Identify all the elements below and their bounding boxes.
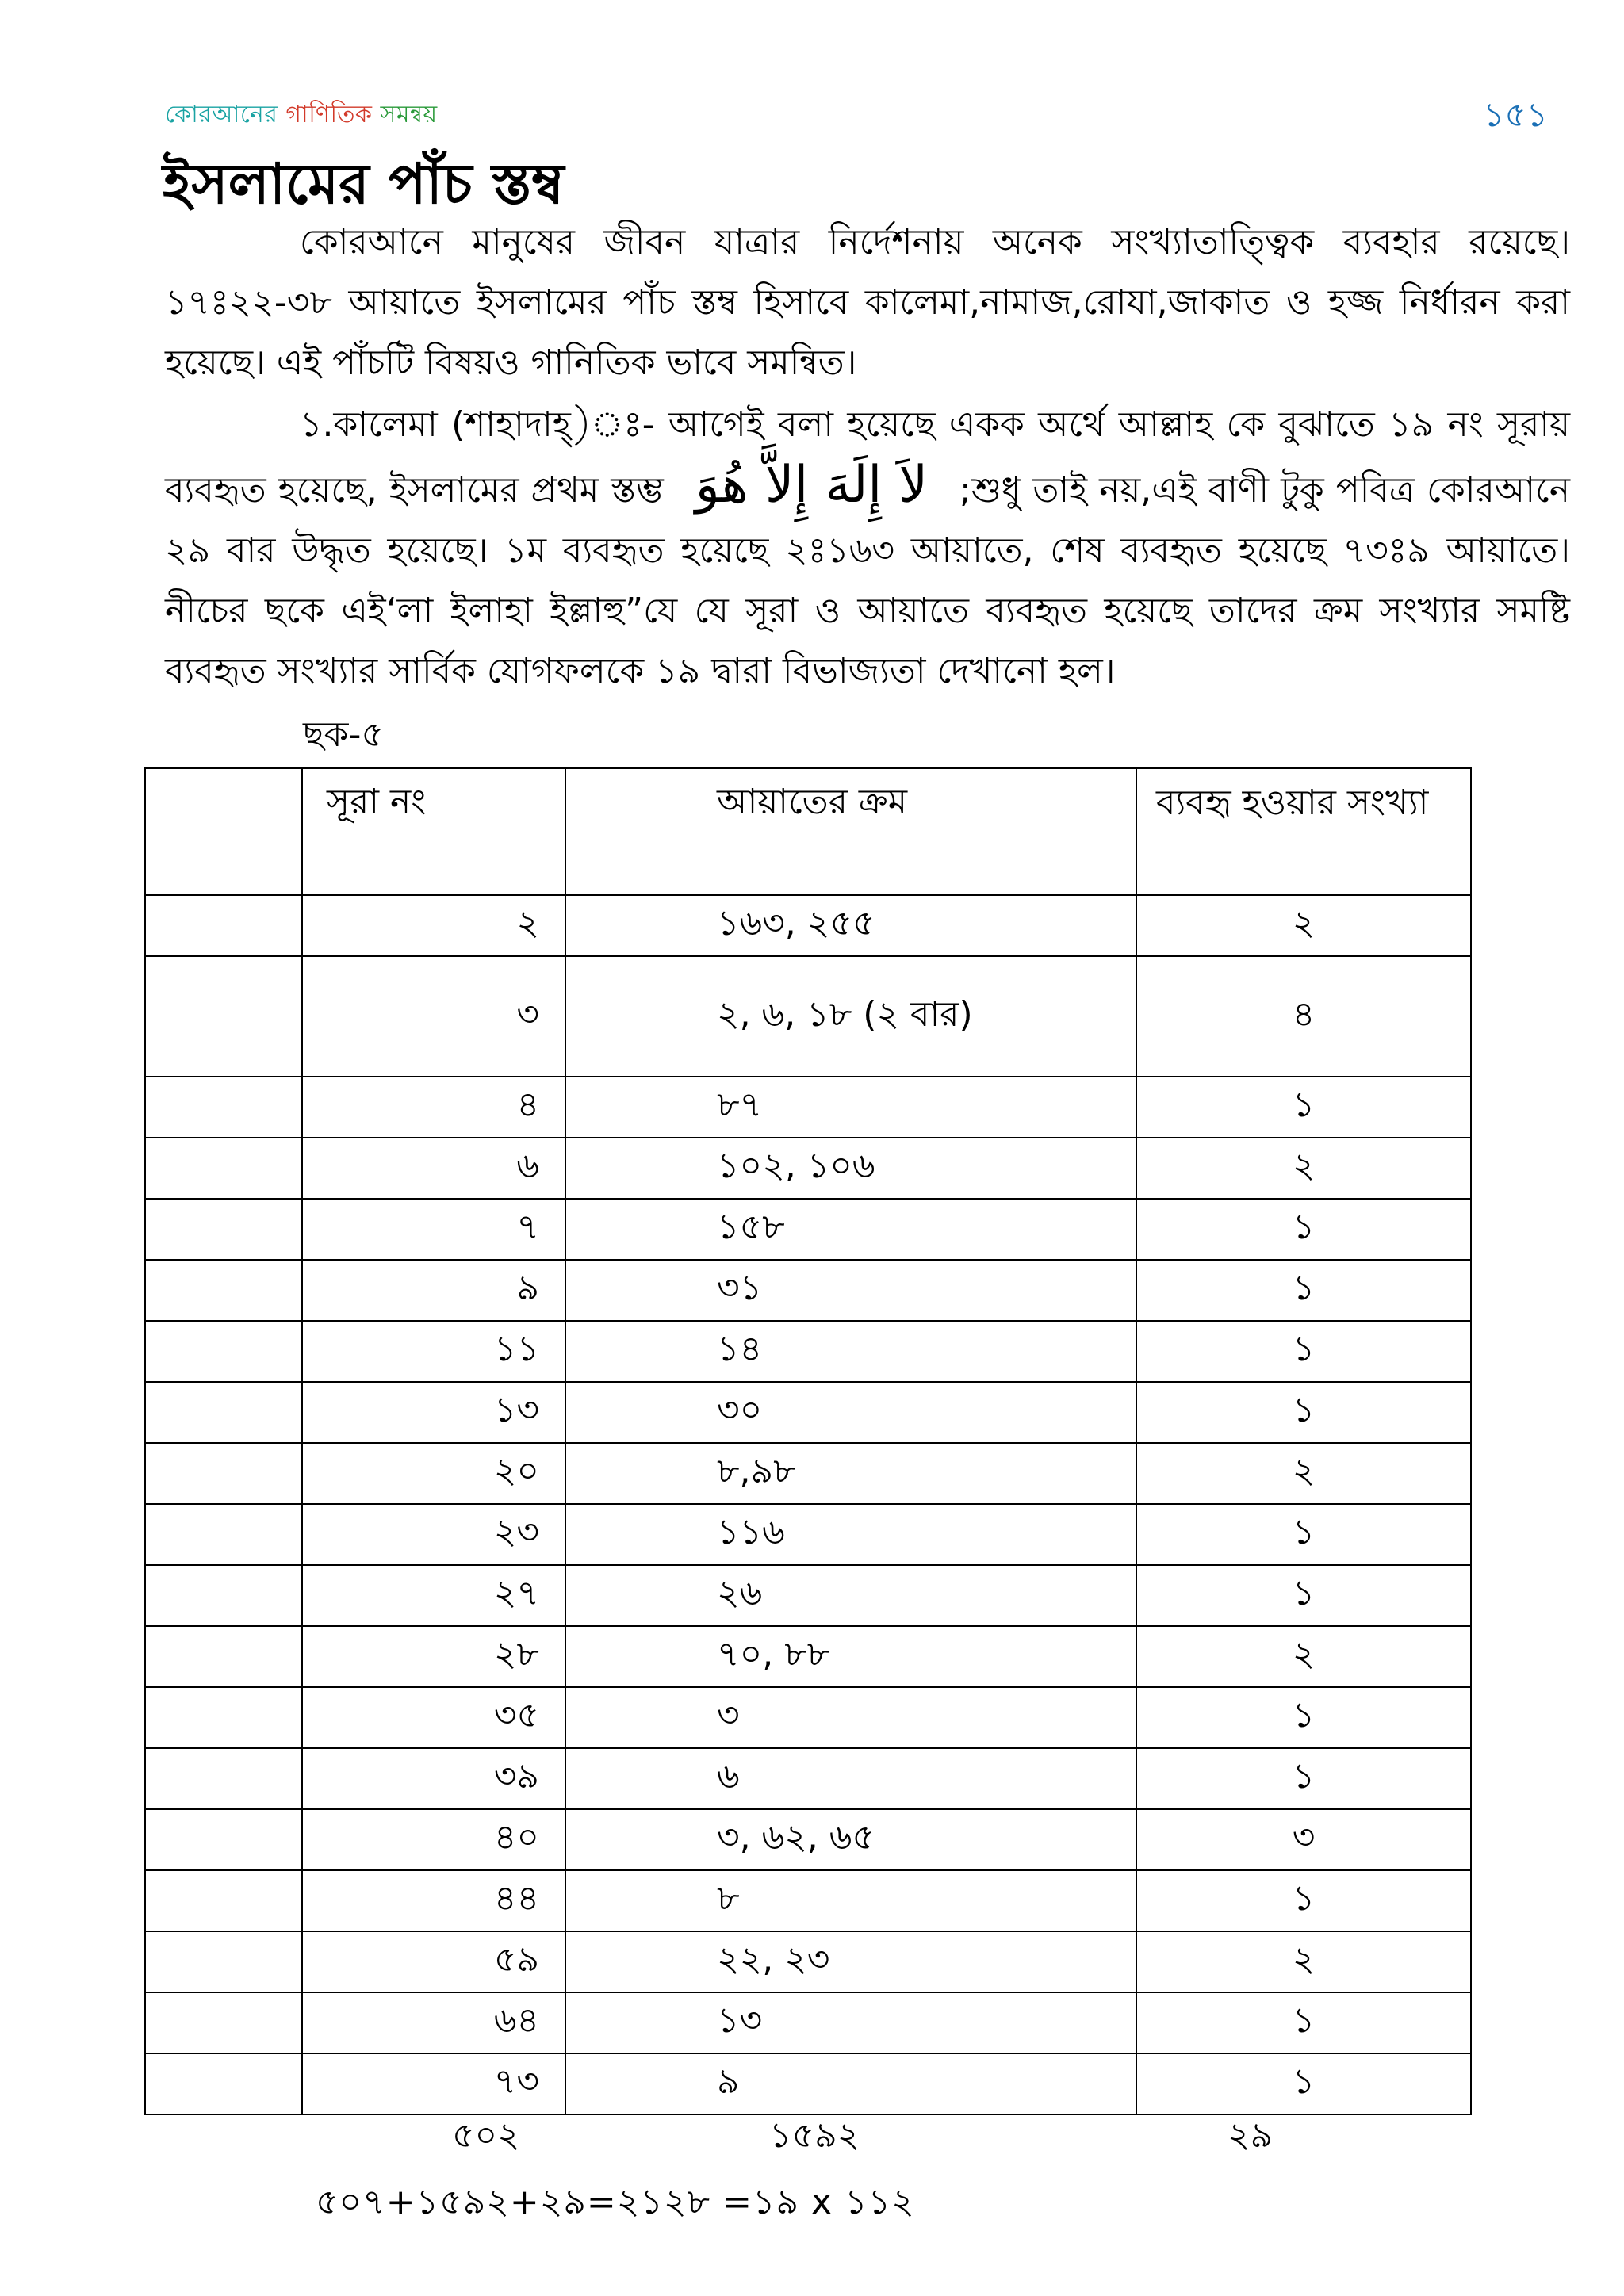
- kalema-text-after: ;শুধু তাই নয়,এই বাণী টুকু পবিত্র কোরআনে ২৯ বার উদ্ধৃত হয়েছে। ১ম ব্যবহৃত হয়েছে ২ঃ১৬৩ আয়াতে, শেষ ব্যবহৃত হয়েছে ৭৩ঃ৯ আয়াতে। নীচের ছকে এই‘লা ইলাহা ইল্লাহু”যে যে সূরা ও আয়াতে ব্যবহৃত হয়েছে তাদের ক্রম সংখ্যার সমষ্টি ব্যবহৃত সংখ্যার সার্বিক যোগফলকে ১৯ দ্বারা বিভাজ্যতা দেখানো হল।: [165, 470, 1570, 691]
- page-number: ১৫১: [1483, 95, 1548, 134]
- table-cell: ১: [1136, 1504, 1471, 1565]
- table-cell: ৩১: [565, 1260, 1136, 1321]
- table-row: [145, 1138, 1471, 1199]
- table-cell: [145, 1138, 302, 1199]
- table-row: [145, 1382, 1471, 1443]
- table-row: [145, 1199, 1471, 1260]
- table-cell: ১৪: [565, 1321, 1136, 1382]
- table-cell: ১: [1136, 1748, 1471, 1809]
- table-cell: ৭৩: [302, 2053, 565, 2114]
- table-cell: ৪: [1136, 956, 1471, 1077]
- table-cell: ২০: [302, 1443, 565, 1504]
- table-cell: ৯: [302, 1260, 565, 1321]
- table-cell: ১: [1136, 1199, 1471, 1260]
- table-row: [145, 1626, 1471, 1687]
- table-cell: ১: [1136, 1992, 1471, 2053]
- table-row: [145, 2053, 1471, 2114]
- table-row: [145, 956, 1471, 1077]
- table-header-row: [145, 768, 1471, 895]
- kalema-text-before: ১.কালেমা (শাহাদাহ্)ঃ- আগেই বলা হয়েছে একক অর্থে আল্লাহ কে বুঝাতে ১৯ নং সূরায় ব্যবহৃত হয়েছে, ইসলামের প্রথম স্তম্ভ: [165, 404, 1570, 511]
- table-cell: ৮৭: [565, 1077, 1136, 1138]
- table-cell: ২৮: [302, 1626, 565, 1687]
- table-cell: ২৬: [565, 1565, 1136, 1626]
- table-cell: ২, ৬, ১৮ (২ বার): [565, 956, 1136, 1077]
- table-cell: ৬: [565, 1748, 1136, 1809]
- table-cell: ২: [1136, 895, 1471, 956]
- header-surah-no: সূরা নং: [302, 768, 565, 895]
- total-surah-sum: ৫০২: [452, 2115, 520, 2156]
- table-cell: ৭০, ৮৮: [565, 1626, 1136, 1687]
- table-cell: ৮: [565, 1870, 1136, 1931]
- table-cell: ১৩: [302, 1382, 565, 1443]
- total-count-sum: ২৯: [1228, 2115, 1274, 2156]
- table-cell: [145, 2053, 302, 2114]
- section-title: ইসলামের পাঁচ স্তম্ব: [163, 151, 565, 216]
- total-ayat-sum: ১৫৯২: [769, 2115, 860, 2156]
- arabic-phrase: لاَ إِلَهَ إِلاَّ هُوَ: [695, 456, 929, 515]
- table-row: [145, 895, 1471, 956]
- table-cell: ৯: [565, 2053, 1136, 2114]
- table-cell: ২২, ২৩: [565, 1931, 1136, 1992]
- header-part-3: সমন্বয়: [380, 101, 438, 128]
- table-cell: [145, 1931, 302, 1992]
- table-cell: ১: [1136, 1687, 1471, 1748]
- table-cell: [145, 1748, 302, 1809]
- table-cell: ৪০: [302, 1809, 565, 1870]
- table-cell: ৪৪: [302, 1870, 565, 1931]
- table-cell: ৫৯: [302, 1931, 565, 1992]
- table-cell: ৩: [565, 1687, 1136, 1748]
- table-cell: ২: [1136, 1931, 1471, 1992]
- table-cell: [145, 1077, 302, 1138]
- header-ayat-order: আয়াতের ক্রম: [565, 768, 1136, 895]
- table-row: [145, 1321, 1471, 1382]
- table-cell: [145, 1199, 302, 1260]
- table-cell: [145, 1687, 302, 1748]
- table-cell: [145, 956, 302, 1077]
- table-row: [145, 1992, 1471, 2053]
- table-row: [145, 1748, 1471, 1809]
- table-cell: ৪: [302, 1077, 565, 1138]
- table-cell: ৭: [302, 1199, 565, 1260]
- table-cell: [145, 1809, 302, 1870]
- table-cell: ১১৬: [565, 1504, 1136, 1565]
- table-cell: ৩: [1136, 1809, 1471, 1870]
- table-cell: ১: [1136, 1382, 1471, 1443]
- table-row: [145, 1260, 1471, 1321]
- table-cell: ১৩: [565, 1992, 1136, 2053]
- divisibility-formula: ৫০৭+১৫৯২+২৯=২১২৮ =১৯ x ১১২: [316, 2182, 915, 2222]
- table-caption: ছক-৫: [303, 714, 384, 755]
- table-cell: ২: [302, 895, 565, 956]
- table-cell: ১: [1136, 1870, 1471, 1931]
- header-part-1: কোরআনের: [165, 101, 278, 128]
- table-cell: [145, 1260, 302, 1321]
- table-row: [145, 1565, 1471, 1626]
- table-cell: ২৭: [302, 1565, 565, 1626]
- table-cell: ৮,৯৮: [565, 1443, 1136, 1504]
- table-cell: [145, 1626, 302, 1687]
- table-cell: ৩, ৬২, ৬৫: [565, 1809, 1136, 1870]
- table-cell: ১: [1136, 1260, 1471, 1321]
- table-cell: [145, 1992, 302, 2053]
- table-row: [145, 1870, 1471, 1931]
- table-cell: [145, 1321, 302, 1382]
- header-cell-blank: [145, 768, 302, 895]
- paragraph-intro-text: কোরআনে মানুষের জীবন যাত্রার নির্দেশনায় অনেক সংখ্যাতাত্ত্বিক ব্যবহার রয়েছে। ১৭ঃ২২-৩৮ আয়াতে ইসলামের পাঁচ স্তম্ব হিসাবে কালেমা,নামাজ,রোযা,জাকাত ও হজ্জ নির্ধারন করা হয়েছে। এই পাঁচটি বিষয়ও গানিতিক ভাবে সমন্বিত।: [165, 222, 1570, 383]
- table-cell: ১: [1136, 2053, 1471, 2114]
- table-row: [145, 1931, 1471, 1992]
- table-cell: ২: [1136, 1626, 1471, 1687]
- table-cell: ৬: [302, 1138, 565, 1199]
- table-row: [145, 1077, 1471, 1138]
- header-part-2: গাণিতিক: [285, 101, 373, 128]
- table-row: [145, 1687, 1471, 1748]
- table-cell: ৩: [302, 956, 565, 1077]
- running-header: [165, 95, 438, 136]
- table-cell: ১১: [302, 1321, 565, 1382]
- table-cell: ৬৪: [302, 1992, 565, 2053]
- kalema-table: [144, 767, 1472, 2115]
- table-row: [145, 1504, 1471, 1565]
- table-cell: ৩৯: [302, 1748, 565, 1809]
- table-cell: [145, 895, 302, 956]
- table-cell: [145, 1870, 302, 1931]
- table-cell: ৩০: [565, 1382, 1136, 1443]
- table-cell: ১: [1136, 1565, 1471, 1626]
- paragraph-intro: [165, 212, 1570, 393]
- table-cell: ১৫৮: [565, 1199, 1136, 1260]
- table-cell: [145, 1443, 302, 1504]
- table-cell: ১০২, ১০৬: [565, 1138, 1136, 1199]
- table-cell: ১: [1136, 1321, 1471, 1382]
- table-row: [145, 1443, 1471, 1504]
- table-cell: ২৩: [302, 1504, 565, 1565]
- table-cell: ১৬৩, ২৫৫: [565, 895, 1136, 956]
- table-cell: ১: [1136, 1077, 1471, 1138]
- table-cell: [145, 1504, 302, 1565]
- table-cell: [145, 1382, 302, 1443]
- table-cell: [145, 1565, 302, 1626]
- table-row: [145, 1809, 1471, 1870]
- table-cell: ২: [1136, 1138, 1471, 1199]
- table-cell: ৩৫: [302, 1687, 565, 1748]
- table-cell: ২: [1136, 1443, 1471, 1504]
- header-usage-count: ব্যবহৃ হওয়ার সংখ্যা: [1136, 768, 1471, 895]
- paragraph-kalema: [165, 395, 1570, 702]
